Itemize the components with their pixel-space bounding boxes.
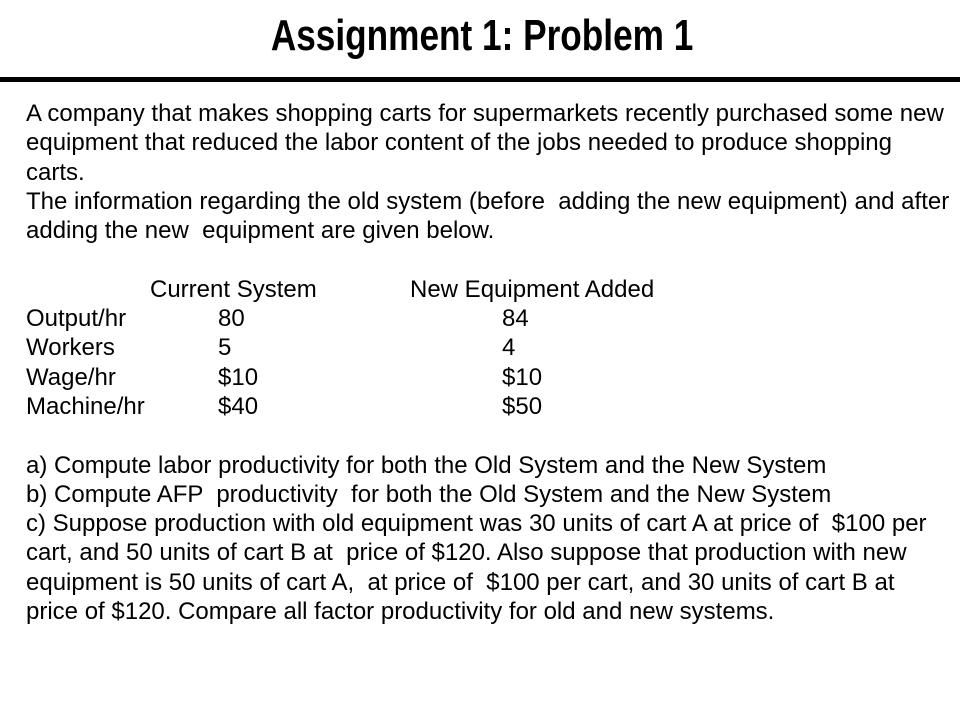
blank-line: [26, 421, 956, 450]
row-label: Workers: [26, 334, 115, 362]
data-table: [26, 275, 956, 421]
table-row: [26, 304, 956, 333]
question-c-line: cart, and 50 units of cart B at price of $120. Also suppose that production with new: [26, 539, 907, 567]
question-b: b) Compute AFP productivity for both the Old System and the New System: [26, 480, 832, 508]
current-value: 80: [218, 305, 245, 333]
row-label: Wage/hr: [26, 363, 116, 391]
new-value: $50: [502, 392, 543, 420]
title-divider: [0, 77, 960, 82]
intro-line: carts.: [26, 158, 85, 186]
questions: [26, 451, 956, 627]
title-area: [0, 0, 960, 72]
question-c-line: c) Suppose production with old equipment was 30 units of cart A at price of $100 per: [26, 510, 927, 538]
new-value: 4: [502, 334, 516, 362]
problem-body: [26, 99, 956, 626]
row-label: Output/hr: [26, 305, 127, 333]
current-value: $10: [218, 363, 259, 391]
question-c-line: price of $120. Compare all factor productivity for old and new systems.: [26, 598, 775, 626]
blank-line: [26, 245, 956, 274]
intro-line: equipment that reduced the labor content of the jobs needed to produce shopping: [26, 129, 892, 157]
table-row: [26, 333, 956, 362]
intro-line: adding the new equipment are given below.: [26, 217, 495, 245]
table-row: [26, 392, 956, 421]
current-value: 5: [218, 334, 232, 362]
new-value: 84: [502, 305, 529, 333]
header-current-system: Current System: [150, 275, 317, 303]
question-c-line: equipment is 50 units of cart A, at price of $100 per cart, and 30 units of cart B at: [26, 568, 895, 596]
table-row: [26, 363, 956, 392]
current-value: $40: [218, 392, 259, 420]
question-a: a) Compute labor productivity for both the Old System and the New System: [26, 451, 827, 479]
intro-line: The information regarding the old system (before adding the new equipment) and after: [26, 187, 950, 215]
table-header-row: [26, 275, 956, 304]
new-value: $10: [502, 363, 543, 391]
header-new-equipment: New Equipment Added: [410, 275, 655, 303]
slide-title: Assignment 1: Problem 1: [270, 11, 694, 60]
intro-paragraph: [26, 99, 956, 245]
intro-line: A company that makes shopping carts for supermarkets recently purchased some new: [26, 100, 944, 127]
row-label: Machine/hr: [26, 392, 145, 420]
